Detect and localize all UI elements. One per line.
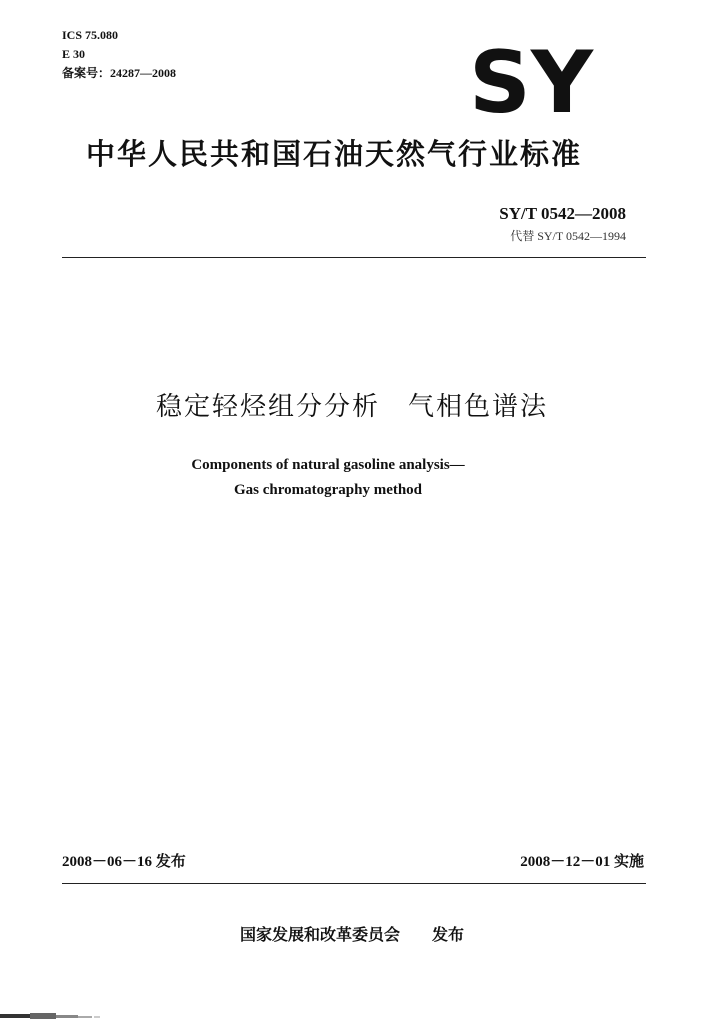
filing-number: 备案号：24287—2008	[62, 66, 177, 80]
ics-code: ICS 75.080	[62, 28, 119, 42]
document-title-en-line2: Gas chromatography method	[233, 482, 423, 498]
scan-noise-mark	[0, 1010, 110, 1024]
top-divider	[62, 257, 646, 258]
ccs-code: E 30	[62, 47, 86, 61]
issuing-authority: 国家发展和改革委员会 发布	[239, 925, 464, 944]
document-title-cn: 稳定轻烃组分分析 气相色谱法	[155, 392, 548, 422]
replaced-standard: 代替 SY/T 0542—1994	[510, 229, 626, 243]
sy-logo-text: SY	[469, 40, 595, 118]
standard-org-title: 中华人民共和国石油天然气行业标准	[86, 137, 583, 171]
standard-number: SY/T 0542—2008	[499, 204, 626, 223]
bottom-divider	[62, 883, 646, 884]
effective-date: 2008－12－01 实施	[520, 854, 644, 870]
sy-logo	[466, 40, 596, 118]
document-title-en-line1: Components of natural gasoline analysis—	[191, 457, 465, 473]
issue-date: 2008－06－16 发布	[62, 854, 186, 870]
